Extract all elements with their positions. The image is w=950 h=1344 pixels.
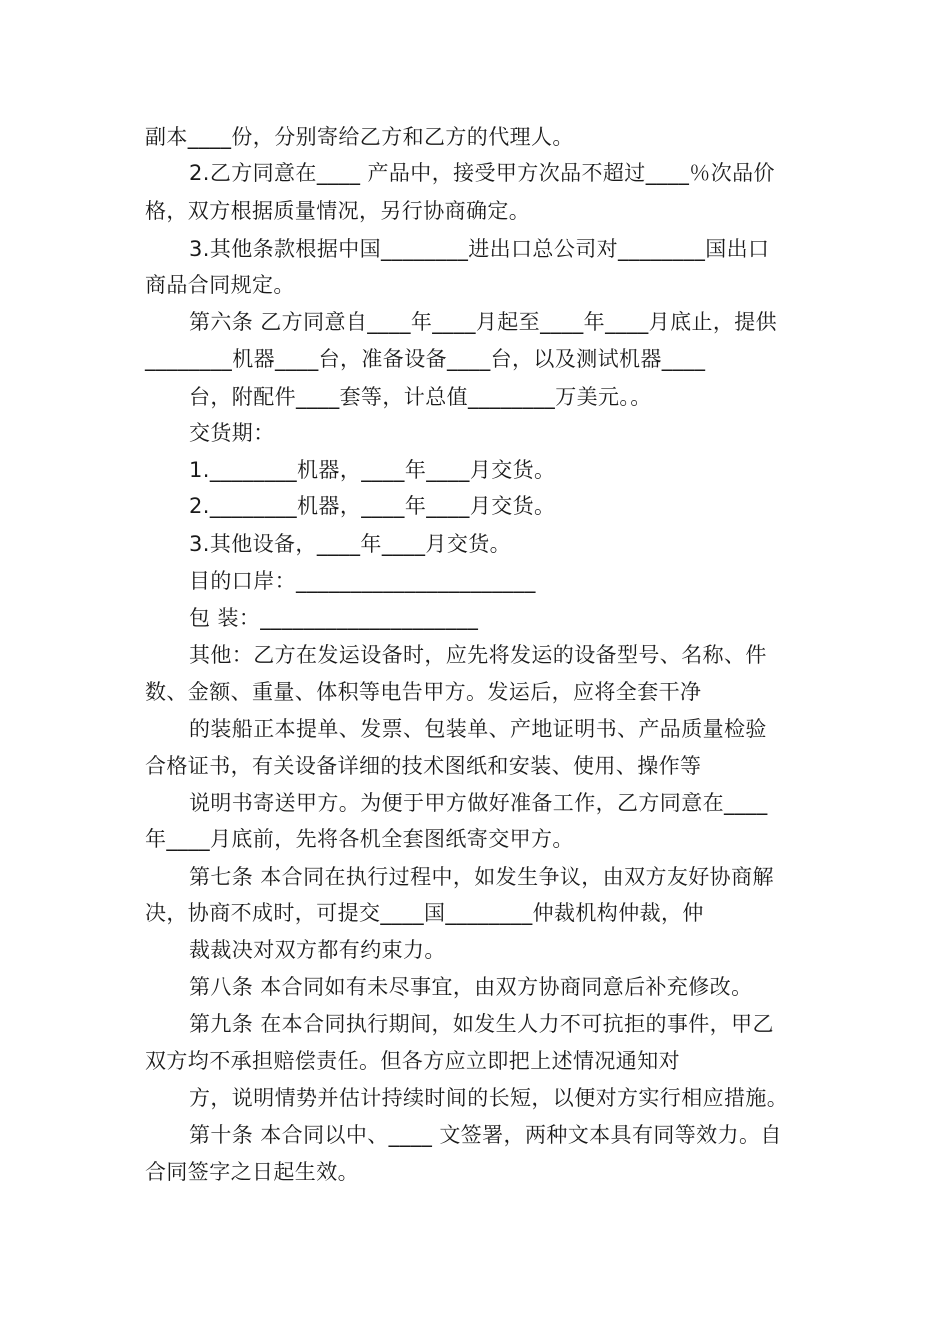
text-line: 方，说明情势并估计持续时间的长短，以便对方实行相应措施。 (189, 1086, 789, 1110)
text-line: 年____月底前，先将各机全套图纸寄交甲方。 (145, 827, 574, 851)
text-line: 第六条 乙方同意自____年____月起至____年____月底止，提供 (189, 310, 778, 334)
text-line: 其他：乙方在发运设备时，应先将发运的设备型号、名称、件 (189, 643, 767, 667)
text-line: 交货期： (189, 421, 275, 445)
text-line: 合格证书，有关设备详细的技术图纸和安装、使用、操作等 (145, 754, 702, 778)
text-line: 台，附配件____套等，计总值________万美元。。 (189, 385, 652, 409)
text-line: 第八条 本合同如有未尽事宜，由双方协商同意后补充修改。 (189, 975, 753, 999)
text-line: 目的口岸：______________________ (189, 569, 536, 593)
text-line: 第七条 本合同在执行过程中，如发生争议，由双方友好协商解 (189, 865, 774, 889)
text-line: 的装船正本提单、发票、包装单、产地证明书、产品质量检验 (189, 717, 767, 741)
text-line: 裁裁决对双方都有约束力。 (189, 938, 446, 962)
text-line: 格，双方根据质量情况，另行协商确定。 (145, 199, 531, 223)
text-line: 3.其他条款根据中国________进出口总公司对________国出口 (189, 237, 770, 261)
text-line: 第十条 本合同以中、____ 文签署，两种文本具有同等效力。自 (189, 1123, 782, 1147)
text-line: 包 装：____________________ (189, 606, 479, 630)
text-line: ________机器____台，准备设备____台，以及测试机器____ (145, 347, 706, 371)
text-line: 商品合同规定。 (145, 273, 295, 297)
text-line: 合同签字之日起生效。 (145, 1160, 359, 1184)
text-line: 2.________机器，____年____月交货。 (189, 494, 556, 518)
text-line: 3.其他设备，____年____月交货。 (189, 532, 512, 556)
text-line: 1.________机器，____年____月交货。 (189, 458, 556, 482)
text-line: 数、金额、重量、体积等电告甲方。发运后，应将全套干净 (145, 680, 702, 704)
text-line: 2.乙方同意在____ 产品中，接受甲方次品不超过____％次品价 (189, 161, 775, 185)
text-line: 副本____份，分别寄给乙方和乙方的代理人。 (145, 125, 574, 149)
text-line: 说明书寄送甲方。为便于甲方做好准备工作，乙方同意在____ (189, 791, 768, 815)
text-line: 决，协商不成时，可提交____国________仲裁机构仲裁，仲 (145, 901, 704, 925)
text-line: 双方均不承担赔偿责任。但各方应立即把上述情况通知对 (145, 1049, 680, 1073)
text-line: 第九条 在本合同执行期间，如发生人力不可抗拒的事件，甲乙 (189, 1012, 774, 1036)
